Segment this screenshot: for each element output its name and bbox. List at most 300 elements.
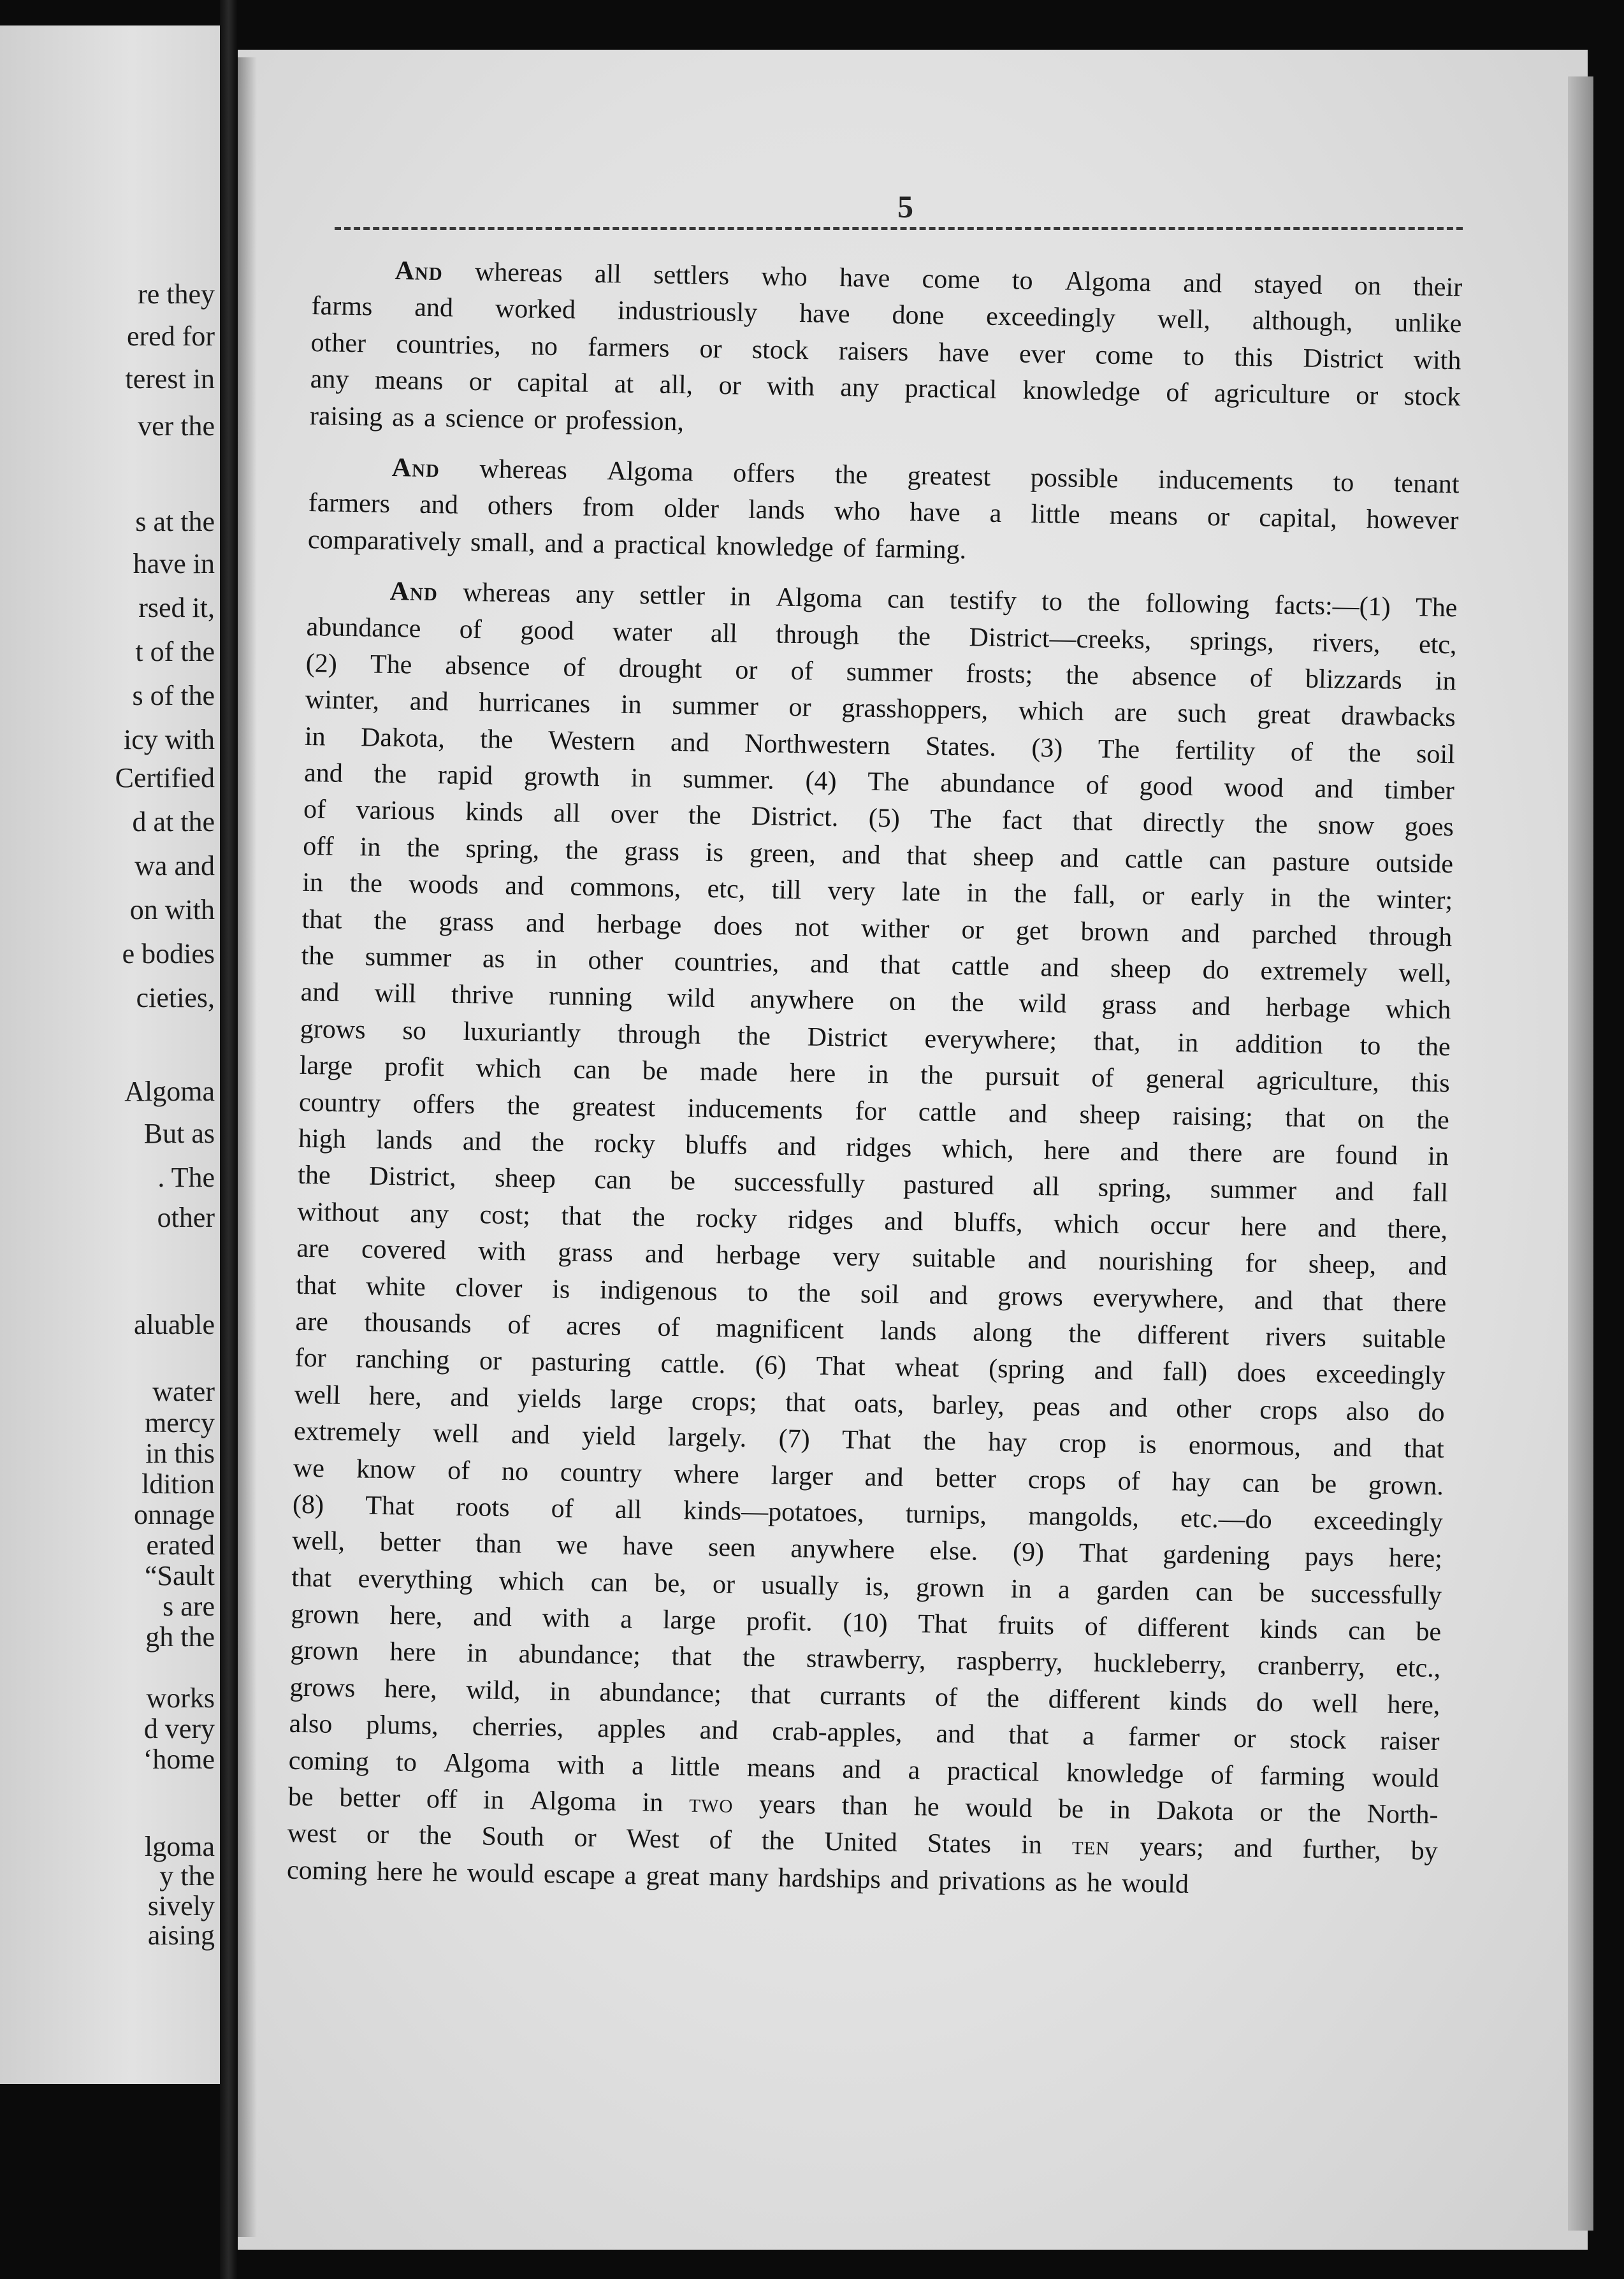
book-gutter [220, 0, 238, 2279]
word: from [582, 493, 635, 523]
word: all, [659, 370, 693, 400]
word: we [293, 1453, 325, 1484]
word: That [365, 1491, 415, 1521]
word: ranching [356, 1344, 450, 1375]
word: rivers [1265, 1322, 1327, 1353]
word: sheep [494, 1164, 556, 1194]
word: and [511, 1420, 551, 1451]
word: (9) [1012, 1537, 1045, 1568]
word: grows [289, 1672, 356, 1704]
word: have [799, 299, 850, 329]
word: the [1087, 588, 1121, 618]
word: oats, [853, 1389, 904, 1419]
word: countries, [395, 329, 502, 361]
word: knowledge [1022, 375, 1141, 407]
word: and [472, 1602, 512, 1633]
word: (10) [843, 1608, 888, 1639]
word: and [809, 949, 850, 980]
word: Algoma [530, 1786, 617, 1817]
left-page-line: ered for [126, 321, 215, 352]
word: sheep, [1308, 1249, 1377, 1280]
word: and [929, 1280, 968, 1310]
left-page-line: other [157, 1202, 215, 1233]
word: general [1145, 1064, 1225, 1095]
word: very [832, 1242, 881, 1273]
word: he [913, 1792, 939, 1822]
word: crop [1059, 1428, 1107, 1459]
word: to [747, 1277, 769, 1307]
word: cattle [918, 1097, 977, 1128]
word: in [620, 690, 642, 720]
word: fall) [1162, 1357, 1208, 1387]
word: with [478, 1236, 526, 1267]
word: summer [1210, 1175, 1297, 1206]
word: or [1142, 881, 1164, 911]
word: well [294, 1380, 341, 1410]
word: get [1015, 916, 1049, 946]
word: countries, [674, 947, 779, 978]
word: the [301, 941, 335, 971]
word: the [531, 1127, 565, 1158]
word: in [729, 582, 751, 612]
word: of [843, 533, 866, 563]
word: who [834, 496, 881, 527]
word: here [376, 1856, 423, 1887]
word: pastured [903, 1170, 995, 1201]
word: for [1245, 1248, 1277, 1279]
word: that [750, 1679, 791, 1710]
word: inducements [1157, 465, 1294, 497]
word: that [880, 950, 921, 981]
word: the [373, 759, 407, 790]
word: the [1417, 1032, 1451, 1062]
left-page-line: wa and [134, 850, 215, 881]
word: winter; [1376, 885, 1453, 916]
word: farming [1259, 1761, 1345, 1792]
word: stock [1289, 1725, 1347, 1755]
word: large [609, 1385, 663, 1415]
word: with [542, 1603, 590, 1634]
word: does [1236, 1358, 1287, 1389]
word: fruits [997, 1610, 1055, 1641]
word: well, [1157, 305, 1211, 335]
word: lands [748, 495, 806, 526]
word: fact [1001, 806, 1043, 836]
word: Dakota, [360, 722, 446, 754]
left-page-line: ver the [138, 410, 215, 442]
word: (4) [805, 766, 837, 797]
word: be [1057, 1794, 1084, 1825]
left-page-line: mercy [145, 1407, 215, 1438]
word: of [1249, 663, 1273, 693]
word: through [1368, 921, 1453, 952]
word: kinds [465, 797, 524, 828]
word: indigenous [599, 1275, 718, 1306]
word: of [1290, 737, 1314, 767]
word: And [389, 577, 439, 607]
word: and [1408, 1251, 1447, 1282]
word: knowledge [716, 531, 834, 563]
word: can [1208, 846, 1247, 876]
word: sheep [1110, 953, 1172, 985]
word: any [409, 1199, 449, 1229]
word: of [551, 1494, 574, 1524]
word: rivers, [1312, 628, 1381, 658]
left-page-line: icy with [124, 724, 215, 755]
word: in [1109, 1795, 1131, 1825]
word: do [1256, 1688, 1284, 1718]
word: others [487, 491, 554, 522]
word: in [642, 1788, 663, 1818]
word: magnificent [716, 1313, 845, 1345]
left-page-line: have in [133, 548, 215, 579]
word: and [462, 1126, 502, 1157]
word: the [923, 1426, 957, 1457]
word: is [705, 837, 724, 868]
word: thrive [451, 980, 514, 1011]
word: who [761, 262, 808, 293]
word: practical [946, 1756, 1040, 1787]
left-page-line: t of the [135, 636, 215, 667]
word: would [467, 1858, 535, 1889]
word: The [929, 804, 972, 835]
word: hay [1171, 1466, 1211, 1497]
word: grass [558, 1238, 614, 1268]
word: in [867, 1060, 889, 1090]
word: whereas [462, 577, 551, 609]
word: that [1072, 807, 1113, 837]
word: and [670, 727, 710, 758]
word: which, [941, 1134, 1014, 1165]
word: acres [566, 1311, 622, 1342]
word: and [842, 1754, 881, 1784]
word: inducements [687, 1094, 823, 1125]
word: rocky [594, 1129, 656, 1159]
left-page-line: terest in [125, 363, 215, 394]
word: that [785, 1387, 826, 1418]
word: also [289, 1709, 333, 1740]
word: whereas [474, 257, 563, 289]
word: good [1139, 771, 1194, 802]
word: here [789, 1059, 836, 1089]
word: testify [949, 585, 1017, 616]
word: turnips, [905, 1499, 987, 1530]
word: lands [880, 1316, 937, 1347]
word: that [1284, 1103, 1326, 1133]
word: would [1121, 1869, 1189, 1899]
word: successfully [1310, 1579, 1442, 1610]
left-page-line: aising [147, 1920, 215, 1951]
word: the [986, 1683, 1020, 1714]
word: have [909, 498, 961, 528]
word: the [480, 724, 514, 755]
word: can [590, 1567, 628, 1598]
word: means [1109, 501, 1178, 532]
word: farmer [1127, 1722, 1200, 1753]
word: off [426, 1784, 458, 1814]
word: The [1415, 593, 1458, 623]
word: stayed [1253, 270, 1323, 300]
word: cattle [1124, 844, 1184, 875]
word: here [1240, 1212, 1287, 1242]
word: summer [365, 942, 452, 973]
word: although, [1252, 306, 1353, 338]
word: suitable [1362, 1324, 1446, 1355]
word: settler [639, 581, 706, 611]
word: be [1259, 1578, 1285, 1608]
word: in [966, 878, 988, 909]
word: District, [368, 1161, 456, 1193]
word: and [414, 293, 454, 323]
word: and [1008, 1098, 1048, 1129]
word: and [505, 871, 544, 902]
word: so [402, 1016, 427, 1046]
word: for [294, 1343, 327, 1373]
word: would [1372, 1763, 1439, 1793]
word: means [374, 365, 444, 396]
word: different [1137, 1612, 1229, 1644]
word: anywhere [790, 1534, 895, 1565]
left-page-line: rsed it, [138, 592, 215, 623]
word: done [892, 300, 945, 331]
word: grass [1101, 990, 1157, 1021]
word: successfully [734, 1167, 866, 1199]
word: the [834, 459, 868, 490]
word: which [498, 1566, 565, 1597]
left-page-line: . The [157, 1162, 215, 1193]
word: a [908, 1755, 920, 1785]
word: gardening [1163, 1540, 1270, 1572]
word: as [391, 402, 415, 433]
word: goes [1404, 812, 1454, 843]
word: and [841, 840, 881, 870]
word: there, [1387, 1214, 1448, 1245]
word: in [630, 763, 652, 793]
word: be [669, 1166, 696, 1196]
word: the [1347, 738, 1382, 769]
word: can [573, 1055, 611, 1085]
word: raising [309, 401, 383, 432]
word: extremely [1260, 956, 1368, 988]
word: that [561, 1201, 602, 1232]
word: and [890, 1865, 929, 1895]
word: country [298, 1087, 381, 1118]
word: raiser [1379, 1726, 1440, 1757]
word: of [1091, 1063, 1114, 1094]
word: pasturing [531, 1347, 632, 1378]
word: as [1055, 1867, 1078, 1897]
word: years; [1140, 1832, 1205, 1863]
word: luxuriantly [463, 1017, 581, 1048]
word: over [610, 799, 658, 830]
word: raisers [838, 336, 909, 367]
word: a [1082, 1721, 1095, 1751]
word: do [1202, 955, 1230, 985]
word: Algoma [444, 1748, 531, 1779]
word: all [553, 799, 581, 829]
word: rapid [437, 760, 493, 791]
word: and [525, 908, 565, 938]
word: grown [915, 1572, 985, 1603]
word: huckleberry, [1093, 1648, 1227, 1681]
word: off [302, 831, 334, 862]
left-page-line: “Sault [145, 1560, 215, 1591]
word: exceedingly [1313, 1505, 1444, 1537]
word: the [897, 621, 931, 651]
word: be [287, 1782, 314, 1812]
word: Algoma [1064, 266, 1152, 298]
word: settlers [653, 260, 730, 291]
word: that [1323, 1286, 1363, 1317]
word: to [1011, 266, 1033, 296]
word: grown [291, 1599, 360, 1630]
word: fall, [1073, 880, 1116, 911]
word: other [310, 328, 366, 359]
word: wild, [466, 1675, 521, 1706]
word: are [296, 1233, 330, 1264]
word: crops [1259, 1395, 1318, 1426]
word: frosts; [965, 659, 1033, 690]
word: a [631, 1751, 644, 1781]
left-page-line: s at the [135, 506, 215, 537]
word: here; [1388, 1544, 1443, 1574]
word: is [551, 1274, 570, 1305]
word: in [304, 721, 326, 752]
word: and [884, 1206, 924, 1237]
word: a [620, 1604, 633, 1635]
word: that [301, 904, 342, 935]
word: better [934, 1463, 997, 1494]
word: the [797, 1278, 831, 1308]
word: however [1366, 505, 1459, 536]
word: absence [445, 651, 530, 682]
word: or [366, 1820, 389, 1850]
word: or [468, 367, 492, 397]
word: and [1108, 1393, 1148, 1423]
word: the [950, 988, 984, 1018]
word: that [671, 1642, 712, 1672]
page-number: 5 [897, 189, 913, 224]
word: in [1270, 883, 1292, 913]
word: with [766, 372, 815, 402]
left-page-line: Certified [115, 762, 215, 793]
word: (5) [868, 804, 901, 834]
word: spring, [465, 834, 540, 865]
word: covered [361, 1234, 447, 1266]
word: and [409, 686, 449, 717]
word: seen [707, 1533, 757, 1563]
word: have [839, 263, 890, 294]
word: yield [581, 1421, 636, 1452]
word: or [574, 1823, 597, 1853]
body-text [287, 252, 1463, 1907]
left-page-line: d very [143, 1713, 215, 1744]
word: brown [1080, 916, 1150, 948]
word: he [1086, 1868, 1113, 1898]
word: to [1183, 342, 1205, 372]
word: South [481, 1821, 544, 1853]
word: profession, [565, 405, 685, 437]
word: found [1335, 1140, 1398, 1171]
word: abundance [306, 612, 421, 644]
word: in [1427, 1141, 1449, 1172]
word: here [1043, 1136, 1091, 1166]
word: and [303, 758, 344, 788]
word: sheep [973, 842, 1034, 872]
word: two [688, 1788, 734, 1819]
word: That [841, 1425, 892, 1456]
word: raspberry, [956, 1646, 1063, 1678]
word: clover [455, 1273, 523, 1303]
word: of [1084, 1612, 1108, 1642]
word: and [1094, 1356, 1133, 1386]
word: any [310, 365, 349, 395]
word: that [906, 841, 947, 871]
word: or [788, 693, 811, 723]
word: are [1272, 1139, 1306, 1169]
word: in [549, 1676, 571, 1707]
word: snow [1317, 811, 1375, 841]
word: all [1032, 1172, 1060, 1202]
word: District [1303, 344, 1384, 375]
word: many [709, 1862, 769, 1893]
left-page-line: s of the [132, 680, 215, 711]
word: Algoma [776, 582, 863, 614]
word: of [934, 1682, 958, 1713]
word: Algoma [607, 456, 694, 488]
word: enormous, [1188, 1430, 1301, 1462]
word: crab-apples, [772, 1716, 903, 1749]
word: than [841, 1791, 888, 1821]
word: abundance; [518, 1639, 641, 1671]
page-edge [1568, 76, 1593, 2231]
word: crops; [691, 1386, 757, 1417]
word: stock [751, 335, 809, 366]
word: years [758, 1790, 816, 1820]
word: in [1177, 1028, 1199, 1058]
word: that [1008, 1720, 1049, 1751]
word: can [1195, 1577, 1233, 1607]
word: abundance; [599, 1677, 722, 1709]
word: come [1095, 340, 1154, 371]
word: any [575, 579, 615, 610]
word: all [594, 259, 622, 289]
word: this [1234, 342, 1273, 373]
word: with [1413, 345, 1461, 376]
left-page-line: y the [159, 1860, 215, 1892]
word: well [432, 1419, 479, 1449]
word: else. [929, 1536, 978, 1566]
word: fertility [1175, 735, 1256, 767]
word: West [626, 1824, 680, 1855]
word: west [287, 1819, 337, 1849]
word: of [1210, 1760, 1233, 1790]
word: kinds [1259, 1614, 1318, 1646]
word: hay [987, 1427, 1027, 1458]
word: the [565, 836, 598, 866]
word: good [520, 615, 574, 646]
word: or [718, 371, 742, 401]
word: or [961, 915, 984, 945]
word: coming [286, 1855, 368, 1886]
word: outside [1375, 848, 1454, 879]
word: District. [751, 802, 839, 833]
word: garden [1096, 1575, 1170, 1607]
word: that [296, 1270, 337, 1301]
word: addition [1235, 1029, 1324, 1060]
word: directly [1142, 808, 1225, 839]
word: of [1166, 378, 1189, 408]
